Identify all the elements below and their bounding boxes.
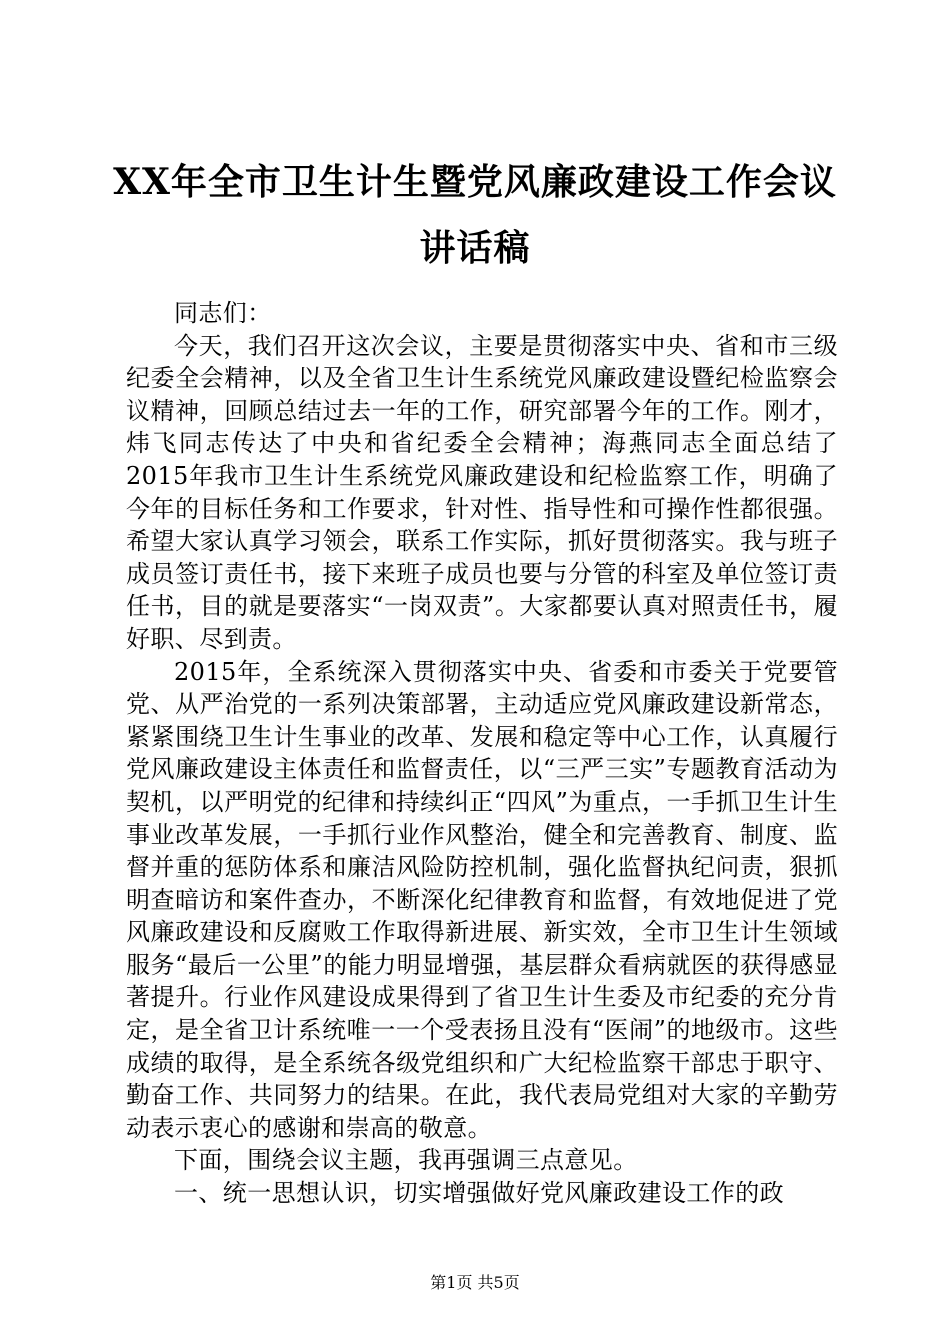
salutation: 同志们： [174,299,272,327]
document-body [126,297,838,1210]
section-heading-1: 一、统一思想认识，切实增强做好党风廉政建设工作的政 [174,1179,784,1208]
document-title-line-2: 讲话稿 [419,227,531,269]
document-title-line-1: XX年全市卫生计生暨党风廉政建设工作会议 [113,161,837,203]
page-footer: 第1页 共5页 [430,1273,520,1292]
paragraph-transition: 下面，围绕会议主题，我再强调三点意见。 [174,1146,638,1175]
paragraph-opening: 今天，我们召开这次会议，主要是贯彻落实中央、省和市三级纪委全会精神，以及全省卫生计生系统党风廉政建设暨纪检监察会议精神，回顾总结过去一年的工作，研究部署今年的工作。刚才，炜飞同志传达了中央和省纪委全会精神；海燕同志全面总结了2015年我市卫生计生系统党风廉政建设和纪检监察工作，明确了今年的目标任务和工作要求，针对性、指导性和可操作性都很强。希望大家认真学习领会，联系工作实际，抓好贯彻落实。我与班子成员签订责任书，接下来班子成员也要与分管的科室及单位签订责任书，目的就是要落实“一岗双责”。大家都要认真对照责任书，履好职、尽到责。 [126,331,838,653]
paragraph-review-2015: 2015年，全系统深入贯彻落实中央、省委和市委关于党要管党、从严治党的一系列决策部署，主动适应党风廉政建设新常态，紧紧围绕卫生计生事业的改革、发展和稳定等中心工作，认真履行党风廉政建设主体责任和监督责任，以“三严三实”专题教育活动为契机，以严明党的纪律和持续纠正“四风”为重点，一手抓卫生计生事业改革发展，一手抓行业作风整治，健全和完善教育、制度、监督并重的惩防体系和廉洁风险防控机制，强化监督执纪问责，狠抓明查暗访和案件查办，不断深化纪律教育和监督，有效地促进了党风廉政建设和反腐败工作取得新进展、新实效，全市卫生计生领域服务“最后一公里”的能力明显增强，基层群众看病就医的获得感显著提升。行业作风建设成果得到了省卫生计生委及市纪委的充分肯定，是全省卫计系统唯一一个受表扬且没有“医闹”的地级市。这些成绩的取得，是全系统各级党组织和广大纪检监察干部忠于职守、勤奋工作、共同努力的结果。在此，我代表局党组对大家的辛勤劳动表示衷心的感谢和崇高的敬意。 [126,657,838,1142]
